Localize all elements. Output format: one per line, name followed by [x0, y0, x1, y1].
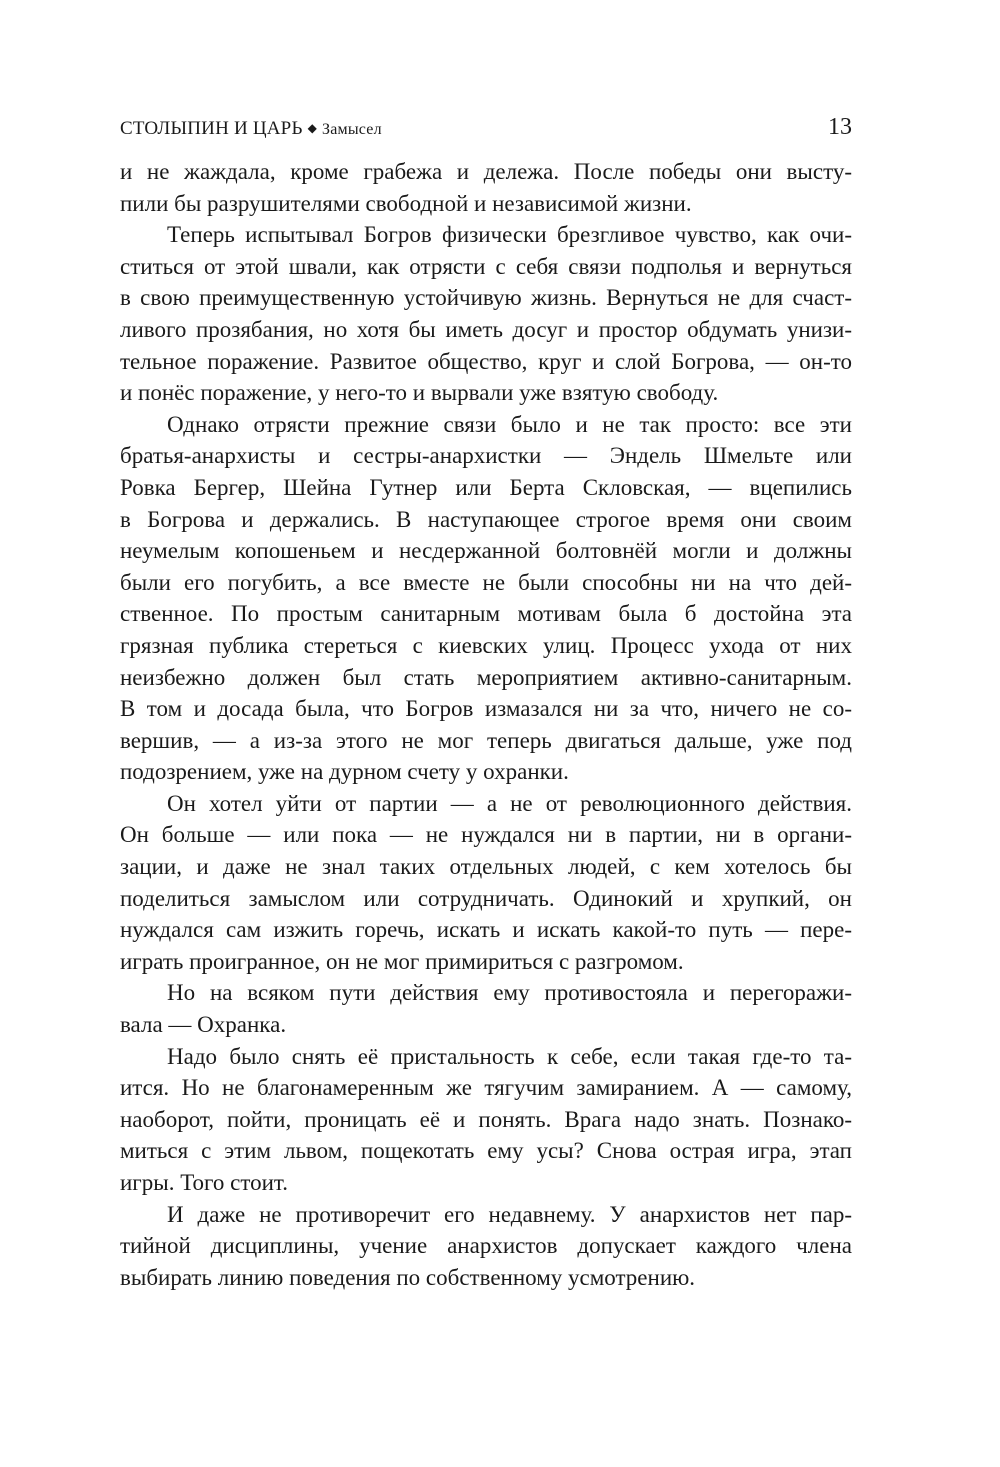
- text-line: пили бы разрушителями свободной и независимой жизни.: [120, 190, 692, 216]
- text-line: тийной дисциплины, учение анархистов допускает каждого члена: [120, 1233, 852, 1259]
- text-line: в свою преимущественную устойчивую жизнь. Вернуться не для счаст-: [120, 285, 852, 311]
- text-line: тельное поражение. Развитое общество, круг и слой Богрова, — он-то: [120, 348, 852, 374]
- text-line: и понёс поражение, у него-то и вырвали уже взятую свободу.: [120, 380, 719, 406]
- text-line: Ровка Бергер, Шейна Гутнер или Берта Скловская, — вцепились: [120, 474, 852, 500]
- text-line: играть проигранное, он не мог примириться с разгромом.: [120, 948, 684, 974]
- paragraph: [120, 409, 852, 788]
- text-line: ственное. По простым санитарным мотивам была б достойна эта: [120, 601, 852, 627]
- text-line: братья-анархисты и сестры-анархистки — Эндель Шмельте или: [120, 443, 852, 469]
- body-text: [120, 156, 852, 1293]
- text-line: выбирать линию поведения по собственному усмотрению.: [120, 1264, 696, 1290]
- text-line: Но на всяком пути действия ему противостояла и перегоражи-: [167, 980, 852, 1006]
- chapter-title: Замысел: [322, 121, 382, 138]
- diamond-separator-icon: ◆: [307, 121, 318, 135]
- text-line: зации, и даже не знал таких отдельных людей, с кем хотелось бы: [120, 854, 852, 880]
- text-line: грязная публика стереться с киевских улиц. Процесс ухода от них: [120, 632, 852, 658]
- running-header: [120, 114, 852, 142]
- paragraph: [120, 977, 852, 1040]
- paragraph: [120, 1199, 852, 1294]
- page-number: 13: [828, 114, 852, 140]
- paragraph: [120, 219, 852, 409]
- text-line: И даже не противоречит его недавнему. У анархистов нет пар-: [167, 1201, 852, 1227]
- running-title: [120, 114, 382, 144]
- text-line: подозрением, уже на дурном счету у охранки.: [120, 759, 569, 785]
- text-line: Он больше — или пока — не нуждался ни в партии, ни в органи-: [120, 822, 852, 848]
- text-line: ится. Но не благонамеренным же тягучим замиранием. А — самому,: [120, 1075, 852, 1101]
- text-line: нуждался сам изжить горечь, искать и искать какой-то путь — пере-: [120, 917, 852, 943]
- text-line: и не жаждала, кроме грабежа и дележа. После победы они высту-: [120, 159, 852, 184]
- text-line: ститься от этой швали, как отрясти с себя связи подполья и вернуться: [120, 253, 852, 279]
- text-line: поделиться замыслом или сотрудничать. Одинокий и хрупкий, он: [120, 885, 852, 911]
- text-line: игры. Того стоит.: [120, 1170, 288, 1195]
- paragraph: [120, 156, 852, 219]
- paragraph: [120, 788, 852, 978]
- text-line: были его погубить, а все вместе не были способны ни на что дей-: [120, 569, 852, 595]
- text-line: неизбежно должен был стать мероприятием активно-санитарным.: [120, 664, 852, 690]
- text-line: в Богрова и держались. В наступающее строгое время они своим: [120, 506, 852, 532]
- text-line: наоборот, пойти, проницать её и понять. Врага надо знать. Познако-: [120, 1106, 852, 1132]
- text-line: ливого прозябания, но хотя бы иметь досуг и простор обдумать унизи-: [120, 316, 852, 342]
- book-title: СТОЛЫПИН И ЦАРЬ: [120, 118, 303, 139]
- text-line: Однако отрясти прежние связи было и не так просто: все эти: [167, 411, 852, 437]
- text-line: вершив, — а из-за этого не мог теперь двигаться дальше, уже под: [120, 727, 852, 753]
- text-line: неумелым копошеньем и несдержанной болтовнёй могли и должны: [120, 538, 852, 564]
- text-line: Надо было снять её пристальность к себе, если такая где-то та-: [167, 1043, 852, 1069]
- text-line: вала — Охранка.: [120, 1012, 287, 1038]
- text-line: В том и досада была, что Богров измазался ни за что, ничего не со-: [120, 696, 852, 722]
- text-line: Теперь испытывал Богров физически брезгливое чувство, как очи-: [167, 222, 852, 248]
- text-line: миться с этим львом, пощекотать ему усы? Снова острая игра, этап: [120, 1138, 852, 1164]
- text-line: Он хотел уйти от партии — а не от революционного действия.: [167, 790, 852, 816]
- paragraph: [120, 1041, 852, 1199]
